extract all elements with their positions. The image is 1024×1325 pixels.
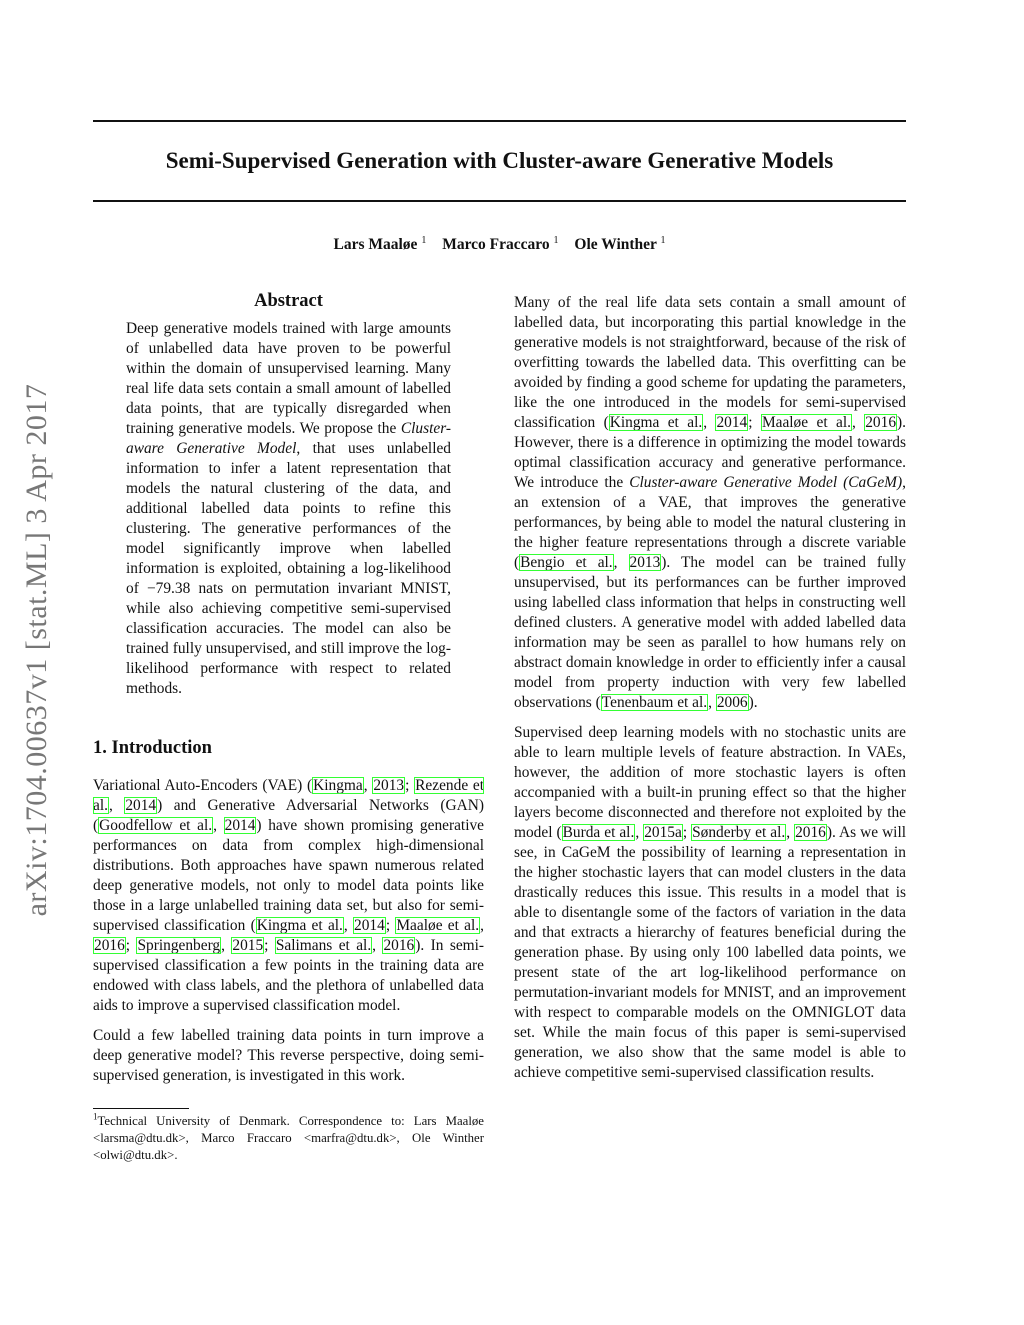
citation-link[interactable]: Maaløe et al. bbox=[761, 414, 851, 431]
citation-link[interactable]: 2013 bbox=[629, 554, 661, 571]
title-top-rule bbox=[93, 120, 906, 122]
citation-link[interactable]: 2014 bbox=[125, 797, 157, 814]
citation-link[interactable]: 2015 bbox=[232, 937, 264, 954]
citation-link[interactable]: 2016 bbox=[383, 937, 415, 954]
citation-link[interactable]: 2015a bbox=[644, 824, 682, 841]
author-2 bbox=[442, 236, 558, 253]
citation-link[interactable]: Kingma et al. bbox=[609, 414, 703, 431]
citation-link[interactable]: Burda et al. bbox=[562, 824, 635, 841]
author-name: Lars Maaløe bbox=[333, 236, 418, 253]
citation-link[interactable]: Tenenbaum et al. bbox=[601, 694, 708, 711]
citation-link[interactable]: Goodfellow et al. bbox=[99, 817, 213, 834]
citation-link[interactable]: Bengio et al. bbox=[520, 554, 613, 571]
author-1 bbox=[333, 236, 426, 253]
citation-link[interactable]: Maaløe et al. bbox=[396, 917, 480, 934]
author-list bbox=[93, 236, 906, 254]
citation-link[interactable]: 2006 bbox=[716, 694, 748, 711]
citation-link[interactable]: 2016 bbox=[865, 414, 897, 431]
introduction-section bbox=[93, 736, 484, 1086]
intro-paragraph-1: Variational Auto-Encoders (VAE) (Kingma, 2013; Rezende et al., 2014) and Generative Adversarial Networks (GAN) (Goodfellow et al., 2014) have shown promising generative performances on data from complex high-dimensional distributions. Both approaches have spawn numerous related deep generative models, not only to model data points like those in a large unlabelled training data set, but also for semi-supervised classification (Kingma et al., 2014; Maaløe et al., 2016; Springenberg, 2015; Salimans et al., 2016). In semi-supervised classification a few points in the training data are endowed with class labels, and the plethora of unlabelled data aids to improve a supervised classification model. bbox=[93, 777, 485, 1014]
abstract-section bbox=[126, 289, 451, 699]
abstract-text: Deep generative models trained with large amounts of unlabelled data have proven to be powerful within the domain of unsupervised learning. Many real life data sets contain a small amount of labelled data points, that are typically disregarded when training generative models. We propose the Cluster-aware Generative Model, that uses unlabelled information to infer a latent representation that models the natural clustering of the data, and additional labelled data points to refine this clustering. The generative performances of the model significantly improve when labelled information is exploited, obtaining a log-likelihood of −79.38 nats on permutation invariant MNIST, while also achieving competitive semi-supervised classification accuracies. The model can also be trained fully unsupervised, and still improve the log-likelihood performance with respect to related methods. bbox=[126, 320, 451, 697]
author-name: Ole Winther bbox=[574, 236, 657, 253]
body-paragraph-1: Many of the real life data sets contain a small amount of labelled data, but incorporating this partial knowledge in the generative models is not straightforward, because of the risk of overfitting towards the labelled data. This overfitting can be avoided by finding a good scheme for updating the parameters, like the one introduced in the models for semi-supervised classification (Kingma et al., 2014; Maaløe et al., 2016). However, there is a difference in optimizing the model towards optimal classification accuracy and generative performance. We introduce the Cluster-aware Generative Model (CaGeM), an extension of a VAE, that improves the generative performances, by being able to model the natural clustering in the higher feature representations through a discrete variable (Bengio et al., 2013). The model can be trained fully unsupervised, but its performances can be further improved using labelled class information that helps in constructing well defined clusters. A generative model with added labelled data information may be seen as parallel to how humans rely on abstract domain knowledge in order to efficiently infer a causal model from property induction with very few labelled observations (Tenenbaum et al., 2006). bbox=[514, 294, 907, 711]
abstract-heading: Abstract bbox=[254, 291, 323, 311]
citation-link[interactable]: 2014 bbox=[224, 817, 256, 834]
citation-link[interactable]: 2013 bbox=[373, 777, 405, 794]
author-3 bbox=[574, 236, 665, 253]
citation-link[interactable]: Springenberg bbox=[137, 937, 221, 954]
citation-link[interactable]: 2014 bbox=[716, 414, 748, 431]
author-affil: 1 bbox=[553, 234, 559, 246]
footnote-mark: 1 bbox=[93, 1111, 98, 1122]
citation-link[interactable]: Rezende et al. bbox=[93, 777, 485, 814]
footnote bbox=[93, 1108, 484, 1164]
citation-link[interactable]: Sønderby et al. bbox=[692, 824, 786, 841]
intro-paragraph-2: Could a few labelled training data points in turn improve a deep generative model? This reverse perspective, doing semi-supervised generation, is investigated in this work. bbox=[93, 1027, 484, 1084]
footnote-rule bbox=[93, 1108, 189, 1109]
citation-link[interactable]: Kingma bbox=[313, 777, 363, 794]
title-bottom-rule bbox=[93, 200, 906, 202]
section-heading: 1. Introduction bbox=[93, 738, 212, 758]
citation-link[interactable]: 2016 bbox=[795, 824, 826, 841]
paper-title: Semi-Supervised Generation with Cluster-aware Generative Models bbox=[165, 148, 834, 173]
citation-link[interactable]: 2016 bbox=[94, 937, 125, 954]
body-paragraph-2: Supervised deep learning models with no stochastic units are able to learn multiple levels of feature abstraction. In VAEs, however, the addition of more stochastic layers is often accompanied with a built-in pruning effect so that the higher layers become disconnected and therefore not exploited by the model (Burda et al., 2015a; Sønderby et al., 2016). As we will see, in CaGeM the possibility of learning a representation in the higher stochastic layers that can model clusters in the data drastically reduces this issue. This results in a model that is able to disentangle some of the factors of variation in the data and that extracts a hierarchy of features beneficial during the generation phase. By using only 100 labelled data points, we present state of the art log-likelihood performance on permutation-invariant models for MNIST, and an improvement with respect to comparable models on the OMNIGLOT data set. While the main focus of this paper is semi-supervised generation, we also show that the same model is able to achieve competitive semi-supervised classification results. bbox=[514, 724, 907, 1081]
author-name: Marco Fraccaro bbox=[442, 236, 550, 253]
citation-link[interactable]: 2014 bbox=[354, 917, 385, 934]
arxiv-identifier[interactable]: arXiv:1704.00637v1 [stat.ML] 3 Apr 2017 bbox=[20, 383, 53, 917]
footnote-text: $^1$Technical University of Denmark. Correspondence to: Lars Maaløe <larsma@dtu.dk>, Marco Fraccaro <marfra@dtu.dk>, Ole Winther <olwi@dtu.dk>. bbox=[93, 1111, 484, 1162]
author-affil: 1 bbox=[660, 234, 666, 246]
right-column bbox=[514, 293, 906, 1083]
author-affil: 1 bbox=[421, 234, 427, 246]
citation-link[interactable]: Salimans et al. bbox=[275, 937, 372, 954]
citation-link[interactable]: Kingma et al. bbox=[256, 917, 343, 934]
